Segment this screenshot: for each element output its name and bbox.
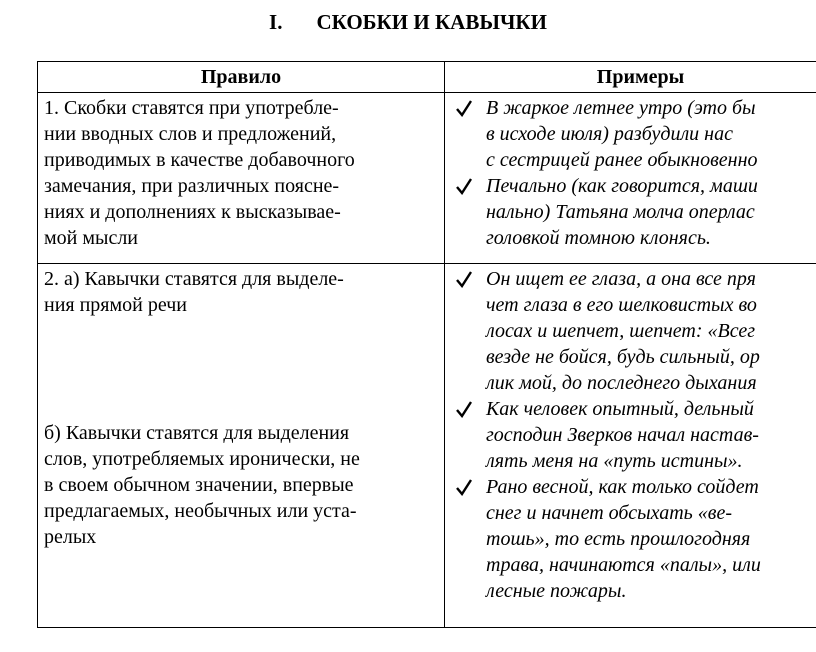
rule-text-b: б) Кавычки ставятся для выделения слов, употребляемых иронически, не в своем обычном значении, впервые предлагаемых, необычных или уста- релых (44, 422, 360, 548)
rule-cell (38, 264, 445, 628)
rule-text-a: 2. а) Кавычки ставятся для выделе- ния прямой речи (44, 268, 344, 316)
examples-cell (445, 93, 816, 264)
checkmark-icon (456, 99, 472, 117)
examples-cell (445, 264, 816, 628)
example-item: Он ищет ее глаза, а она все пря чет глаза в его шелковистых во лосах и шепчет, шепчет: «Всег везде не бойся, будь сильный, ор лик мой, до последнего дыхания (445, 266, 816, 396)
checkmark-icon (456, 177, 472, 195)
page-title (0, 10, 816, 35)
example-item: Печально (как говорится, маши нально) Татьяна молча оперлас головкой томною клонясь. (445, 173, 816, 251)
checkmark-icon (456, 400, 472, 418)
checkmark-icon (456, 478, 472, 496)
checkmark-icon (456, 270, 472, 288)
rule-text: 1. Скобки ставятся при употребле- нии вводных слов и предложений, приводимых в качестве добавочного замечания, при различных поясне- ниях и дополнениях к высказывае- мой мысли (44, 97, 355, 249)
example-item: Рано весной, как только сойдет снег и начнет обсыхать «ве- тошь», то есть прошлогодняя трава, начинаются «палы», или лесные пожары. (445, 474, 816, 604)
table-row (38, 264, 816, 628)
example-item: В жаркое летнее утро (это бы в исходе июля) разбудили нас с сестрицей ранее обыкновенно (445, 95, 816, 173)
section-title: СКОБКИ И КАВЫЧКИ (316, 10, 547, 34)
section-number: I. (269, 10, 283, 34)
table-header-row (38, 62, 816, 93)
rules-table (37, 61, 816, 628)
column-header-rule: Правило (38, 62, 445, 93)
table-row (38, 93, 816, 264)
column-header-examples: Примеры (445, 62, 816, 93)
example-item: Как человек опытный, дельный господин Зверков начал настав- лять меня на «путь истины». (445, 396, 816, 474)
rule-cell (38, 93, 445, 264)
